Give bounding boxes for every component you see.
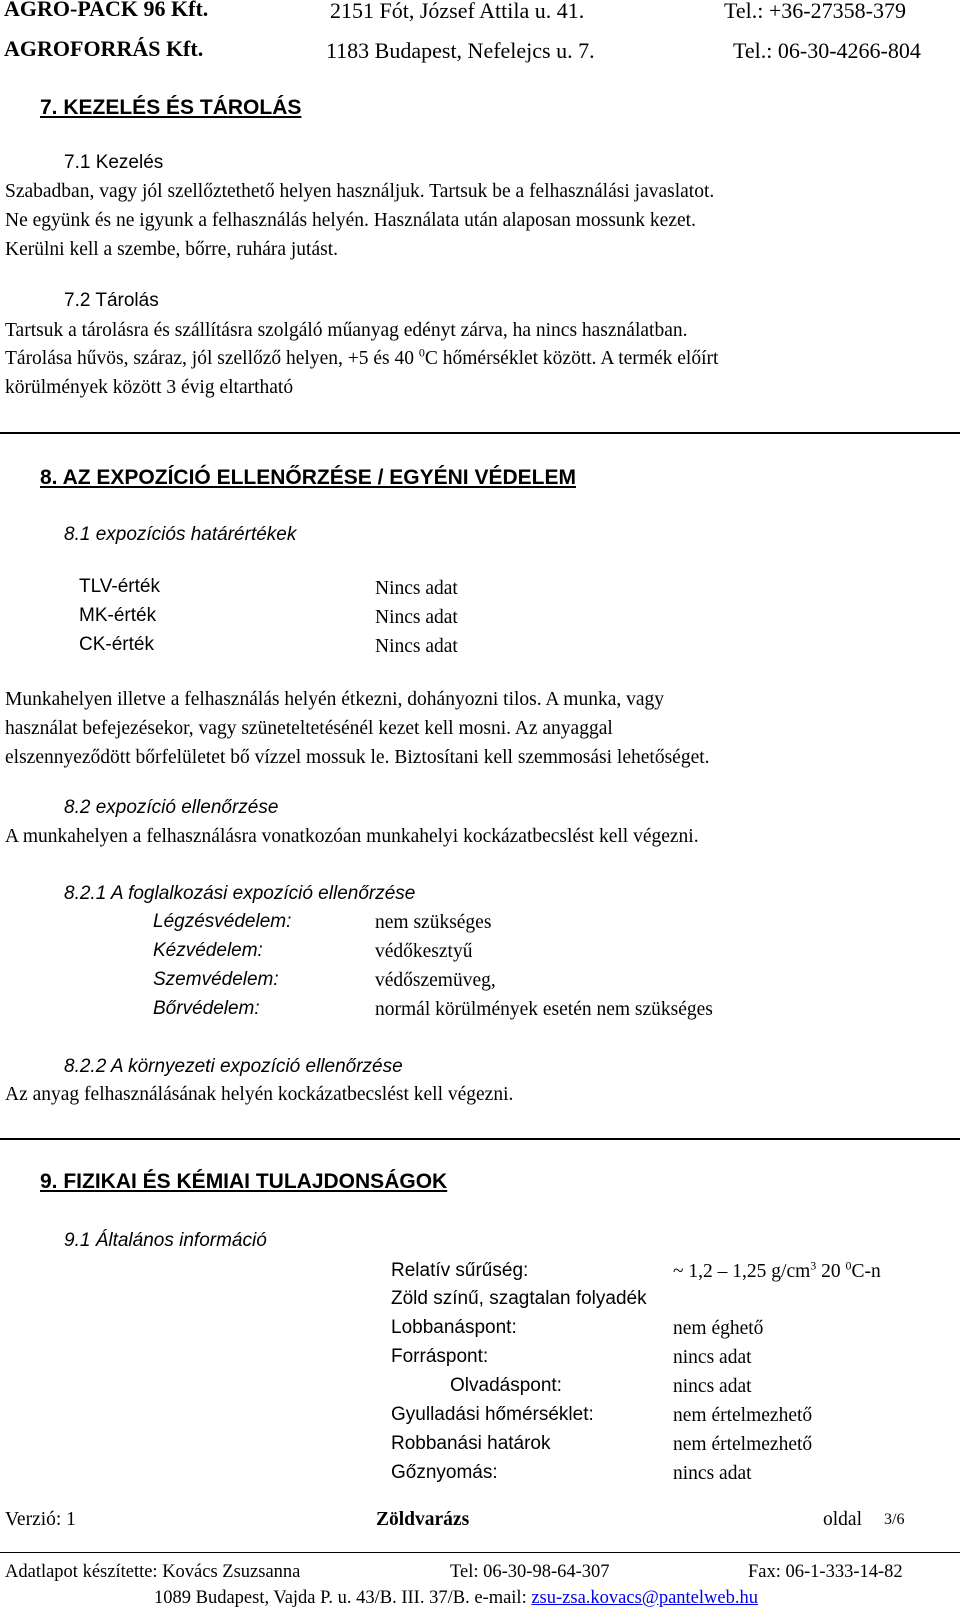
section-7-1-line: Szabadban, vagy jól szellőztethető helyen használjuk. Tartsuk be a felhasználási javaslatot.	[5, 181, 715, 202]
limit-label: CK-érték	[79, 634, 154, 655]
section-8-heading: 8. AZ EXPOZÍCIÓ ELLENŐRZÉSE / EGYÉNI VÉDELEM	[40, 466, 576, 489]
section-8-2-text: A munkahelyen a felhasználásra vonatkozóan munkahelyi kockázatbecslést kell végezni.	[5, 826, 699, 847]
property-value: nem értelmezhető	[673, 1405, 813, 1426]
protection-value: védőkesztyű	[375, 941, 473, 962]
section-8-paragraph-line: Munkahelyen illetve a felhasználás helyén étkezni, dohányozni tilos. A munka, vagy	[5, 689, 665, 710]
footer-page-word: oldal	[823, 1509, 862, 1530]
section-8-2-2-title: 8.2.2 A környezeti expozíció ellenőrzése	[64, 1056, 403, 1077]
protection-value: védőszemüveg,	[375, 970, 496, 991]
section-7-1-title: 7.1 Kezelés	[64, 152, 164, 173]
footer-tel: Tel: 06-30-98-64-307	[450, 1562, 610, 1582]
section-8-2-title: 8.2 expozíció ellenőrzése	[64, 797, 279, 818]
property-value: nincs adat	[673, 1376, 752, 1397]
header-phone-2: Tel.: 06-30-4266-804	[733, 38, 921, 63]
header-company-2: AGROFORRÁS Kft.	[4, 36, 204, 61]
protection-label: Kézvédelem:	[153, 940, 263, 961]
protection-label: Bőrvédelem:	[153, 998, 260, 1019]
footer-prepared-by: Adatlapot készítette: Kovács Zsuzsanna	[5, 1562, 301, 1582]
footer-product: Zöldvarázs	[376, 1509, 470, 1530]
header-phone-1: Tel.: +36-27358-379	[724, 0, 906, 23]
limit-label: TLV-érték	[79, 576, 160, 597]
property-label: Gyulladási hőmérséklet:	[391, 1404, 594, 1425]
section-7-2-line: körülmények között 3 évig eltartható	[5, 377, 294, 398]
limit-label: MK-érték	[79, 605, 157, 626]
footer-address: 1089 Budapest, Vajda P. u. 43/B. III. 37/B. e-mail: zsu-zsa.kovacs@pantelweb.hu	[154, 1588, 758, 1608]
section-9-heading: 9. FIZIKAI ÉS KÉMIAI TULAJDONSÁGOK	[40, 1170, 448, 1193]
footer-email-link[interactable]: zsu-zsa.kovacs@pantelweb.hu	[531, 1588, 758, 1608]
section-7-1-line: Kerülni kell a szembe, bőrre, ruhára jutást.	[5, 239, 338, 260]
section-7-2-line: Tárolása hűvös, száraz, jól szellőző helyen, +5 és 40 $^0$C hőmérséklet között. A termék előírt	[5, 345, 719, 369]
limit-value: Nincs adat	[375, 578, 458, 599]
footer-fax: Fax: 06-1-333-14-82	[748, 1562, 903, 1582]
header-address-2: 1183 Budapest, Nefelejcs u. 7.	[326, 38, 595, 63]
property-value: nem értelmezhető	[673, 1434, 813, 1455]
header-address-1: 2151 Fót, József Attila u. 41.	[330, 0, 585, 23]
protection-label: Szemvédelem:	[153, 969, 279, 990]
section-divider	[0, 432, 960, 434]
section-8-paragraph-line: elszennyeződött bőrfelületet bő vízzel mossuk le. Biztosítani kell szemmosási lehetőséget.	[5, 747, 710, 768]
property-label: Robbanási határok	[391, 1433, 551, 1454]
property-value: nem éghető	[673, 1318, 764, 1339]
protection-value: normál körülmények esetén nem szükséges	[375, 999, 713, 1020]
property-label: Forráspont:	[391, 1346, 489, 1367]
property-label: Lobbanáspont:	[391, 1317, 517, 1338]
section-7-1-line: Ne együnk és ne igyunk a felhasználás helyén. Használata után alaposan mossunk kezet.	[5, 210, 696, 231]
section-8-paragraph-line: használat befejezésekor, vagy szüneteltetésénél kezet kell mosni. Az anyaggal	[5, 718, 613, 739]
product-description: Zöld színű, szagtalan folyadék	[391, 1288, 647, 1309]
section-8-2-2-text: Az anyag felhasználásának helyén kockázatbecslést kell végezni.	[5, 1084, 514, 1105]
section-7-2-line: Tartsuk a tárolásra és szállításra szolgáló műanyag edényt zárva, ha nincs használatban.	[5, 320, 688, 341]
density-value: ~ 1,2 – 1,25 $g/cm^3$ 20 $^0$C-n	[673, 1258, 881, 1282]
footer-version: Verzió: 1	[5, 1509, 76, 1530]
property-label: Olvadáspont:	[450, 1375, 562, 1396]
footer-divider	[0, 1552, 960, 1553]
limit-value: Nincs adat	[375, 636, 458, 657]
section-8-2-1-title: 8.2.1 A foglalkozási expozíció ellenőrzése	[64, 883, 416, 904]
section-7-2-title: 7.2 Tárolás	[64, 290, 159, 311]
section-7-heading: 7. KEZELÉS ÉS TÁROLÁS	[40, 96, 302, 119]
property-label: Gőznyomás:	[391, 1462, 498, 1483]
property-value: nincs adat	[673, 1347, 752, 1368]
protection-value: nem szükséges	[375, 912, 492, 933]
property-value: nincs adat	[673, 1463, 752, 1484]
protection-label: Légzésvédelem:	[153, 911, 292, 932]
section-divider	[0, 1138, 960, 1140]
section-8-1-title: 8.1 expozíciós határértékek	[64, 524, 297, 545]
section-9-1-title: 9.1 Általános információ	[64, 1230, 267, 1251]
header-company-1: AGRO-PACK 96 Kft.	[4, 0, 209, 21]
footer-page-number: 3/6	[884, 1511, 905, 1528]
limit-value: Nincs adat	[375, 607, 458, 628]
density-label: Relatív sűrűség:	[391, 1260, 529, 1281]
